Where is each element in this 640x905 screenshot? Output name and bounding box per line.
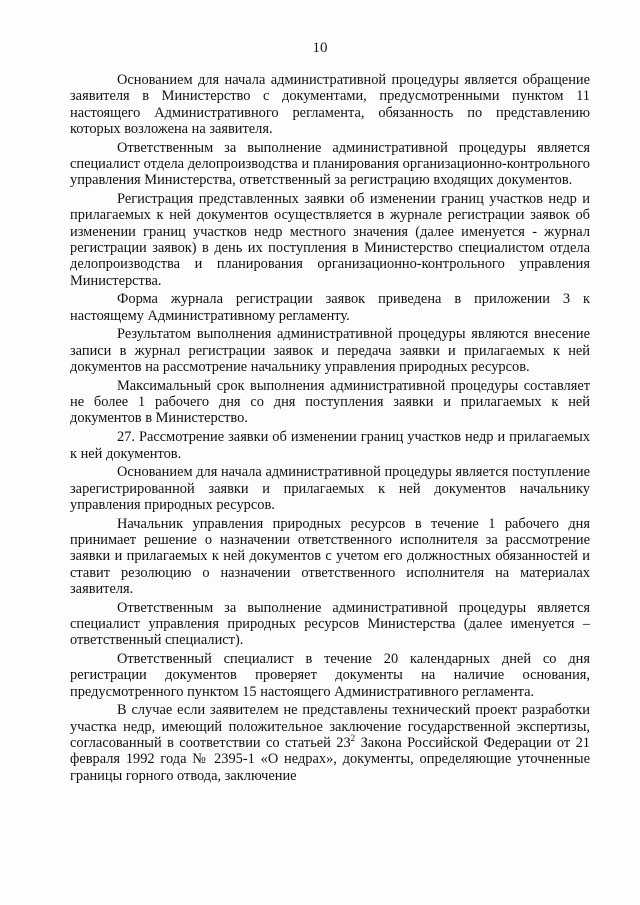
paragraph: Результатом выполнения административной процедуры являются внесение записи в журнал регистрации заявок и передача заявки и прилагаемых к ней документов на рассмотрение начальнику управления природных ресурсов. xyxy=(70,326,590,376)
paragraph: Начальник управления природных ресурсов в течение 1 рабочего дня принимает решение о назначении ответственного исполнителя за рассмотрение заявки и прилагаемых к ней документов с учетом его должностных обязанностей и ставит резолюцию о назначении ответственного исполнителя на материалах заявителя. xyxy=(70,515,590,597)
paragraph-text: Закона Российской Федерации от 21 февраля 1992 года № 2395-1 «О недрах», документы, определяющие уточненные границы горного отвода, заключение xyxy=(70,735,590,784)
paragraph: Ответственным за выполнение административной процедуры является специалист управления природных ресурсов Министерства (далее именуется – ответственный специалист). xyxy=(70,599,590,649)
paragraph: Основанием для начала административной процедуры является поступление зарегистрированной заявки и прилагаемых к ней документов начальнику управления природных ресурсов. xyxy=(70,464,590,513)
article-superscript: 2 xyxy=(350,733,356,744)
paragraph: Максимальный срок выполнения административной процедуры составляет не более 1 рабочего дня со дня поступления заявки и прилагаемых к ней документов в Министерство. xyxy=(70,377,590,427)
document-body xyxy=(70,72,590,786)
paragraph-last xyxy=(70,702,590,783)
paragraph: Ответственный специалист в течение 20 календарных дней со дня регистрации документов проверяет документы на наличие основания, предусмотренного пунктом 15 настоящего Административного регламента. xyxy=(70,651,590,700)
paragraph: Форма журнала регистрации заявок приведена в приложении 3 к настоящему Административному регламенту. xyxy=(70,291,590,324)
paragraph: Ответственным за выполнение административной процедуры является специалист отдела делопроизводства и планирования организационно-контрольного управления Министерства, ответственный за регистрацию входящих документов. xyxy=(70,139,590,189)
paragraph-text: В случае если заявителем не представлены технический проект разработки участка недр, имеющий положительное заключение государственной экспертизы, согласованный в соответствии со статьей 23 xyxy=(70,702,590,752)
page-number: 10 xyxy=(312,40,328,56)
paragraph: Основанием для начала административной процедуры является обращение заявителя в Министерство с документами, предусмотренными пунктом 11 настоящего Административного регламента, обязанность по представлению которых возложена на заявителя. xyxy=(70,72,590,137)
section-heading-27: 27. Рассмотрение заявки об изменении границ участков недр и прилагаемых к ней документов. xyxy=(70,429,590,462)
paragraph: Регистрация представленных заявки об изменении границ участков недр и прилагаемых к ней документов осуществляется в журнале регистрации заявок об изменении границ участков недр местного значения (далее именуется - журнал регистрации заявок) в день их поступления в Министерство специалистом отдела делопроизводства и планирования организационно-контрольного управления Министерства. xyxy=(70,191,590,289)
